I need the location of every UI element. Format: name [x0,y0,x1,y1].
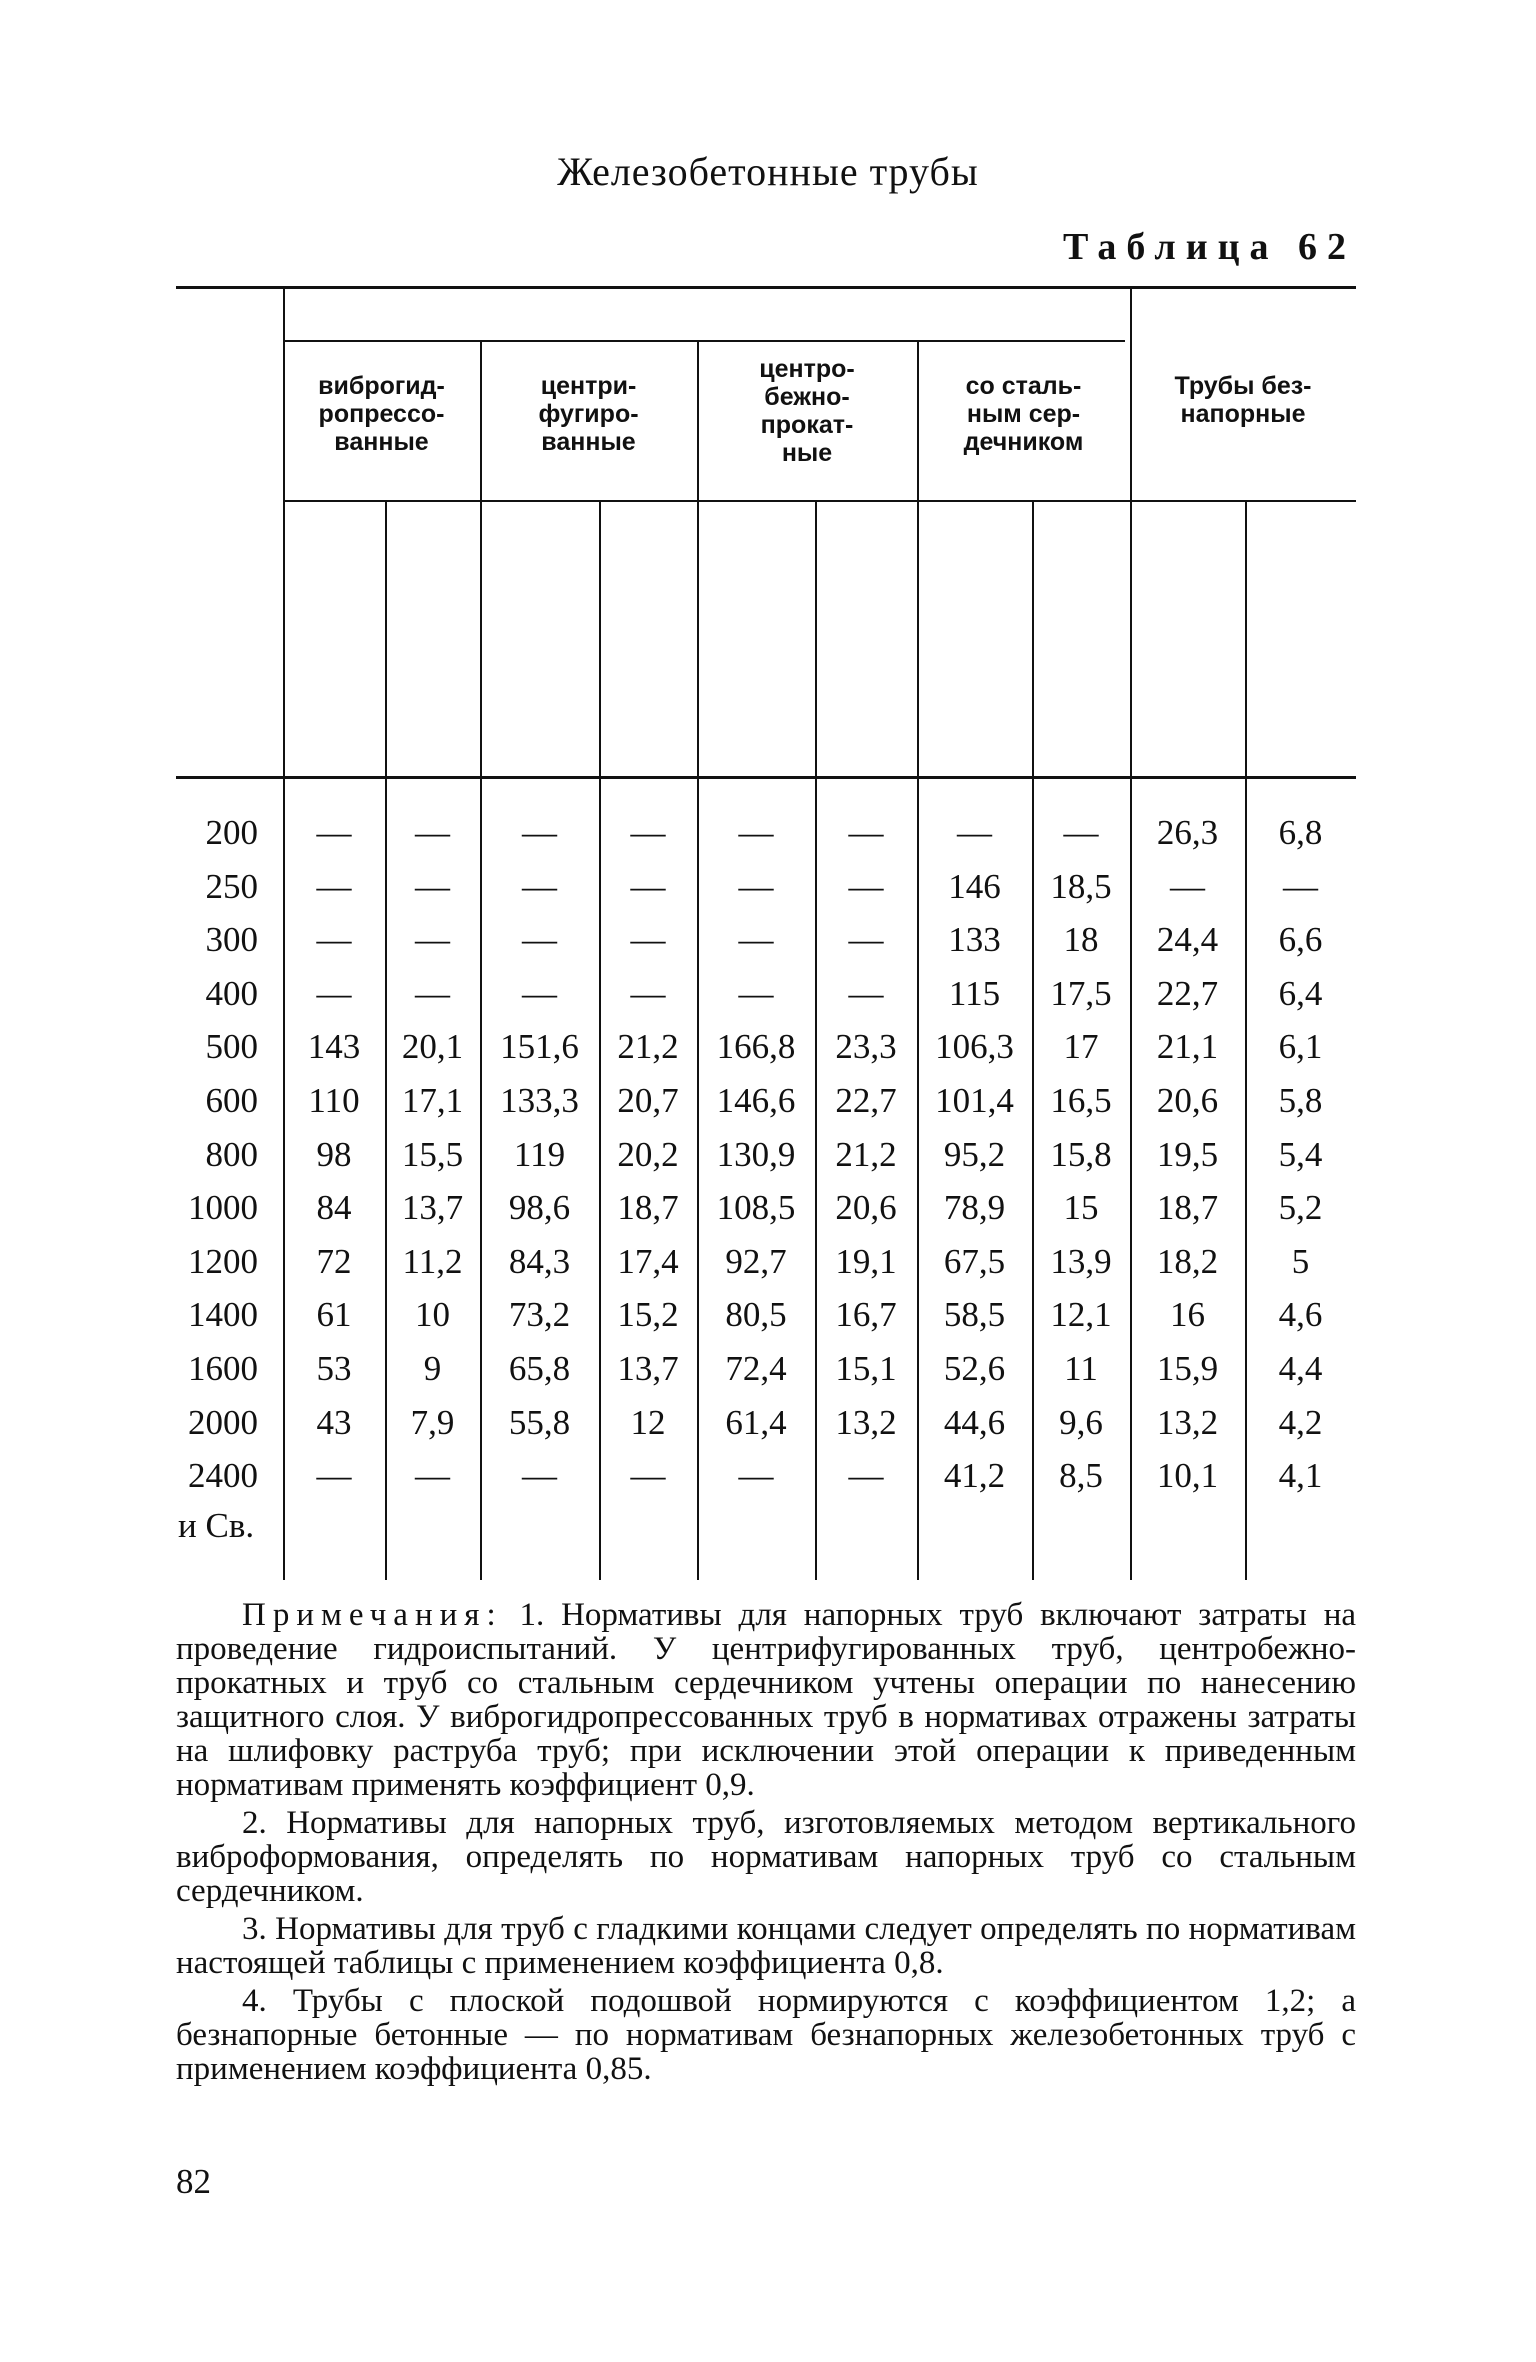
table-label: Таблица 62 [1062,226,1356,268]
table-row [0,860,1536,914]
cost-cell: 65,8 [508,1349,571,1388]
cost-cell: 106,3 [935,1027,1014,1067]
diameter-cell: 500 [205,1027,258,1067]
table-row [0,1449,1536,1546]
labor-cell: 18,5 [1050,866,1112,906]
table-row [0,1235,1536,1289]
cost-cell: — [957,813,992,852]
group-header-steel-core-line: дечником [963,428,1084,456]
table-row [0,1181,1536,1235]
cost-cell: 18,2 [1156,1241,1219,1281]
group-header-steel-core-line: ным сер- [966,400,1081,428]
labor-cell: 23,3 [835,1027,897,1067]
cost-cell: — [738,920,774,960]
cost-cell: — [738,1456,774,1496]
group-header-vibrohydropressed-line: виброгид- [318,372,445,400]
cost-cell: — [738,866,774,906]
labor-cell: 15,5 [401,1134,464,1174]
labor-cell: — [415,866,450,906]
cost-cell: — [738,973,774,1013]
group-header-rule [283,500,1356,502]
labor-cell: 21,2 [617,1027,679,1067]
group-header-centrifugal-rolled-line: центро- [759,355,855,383]
diameter-cell: 200 [205,813,258,852]
header-bottom-rule [176,776,1356,779]
cost-cell: — [316,973,352,1013]
labor-cell: — [848,866,884,906]
labor-cell: 4,2 [1278,1402,1323,1442]
diameter-cell: 600 [205,1081,258,1120]
group-header-centrifugal-rolled-line: прокат- [760,411,854,439]
cost-cell: 41,2 [943,1456,1006,1496]
cost-cell: 24,4 [1156,920,1219,960]
nonpressure-header-line: Трубы без- [1174,372,1312,400]
group-header-vibrohydropressed-line: ванные [334,428,429,456]
note-1 [176,1598,1356,1802]
labor-cell: 15,1 [835,1349,897,1388]
cost-cell: 72 [316,1241,352,1281]
group-header-centrifugal-rolled [697,355,917,467]
group-header-centrifuged-line: ванные [541,428,636,456]
labor-cell: 13,9 [1050,1241,1112,1281]
diameter-cell: 2000 [188,1402,258,1442]
labor-cell: 6,6 [1278,920,1323,960]
cost-cell: 133 [948,920,1001,960]
labor-cell: — [848,920,884,960]
labor-cell: — [848,973,884,1013]
labor-cell: 20,1 [401,1027,464,1067]
labor-cell: 19,1 [835,1241,897,1281]
table-row [0,913,1536,967]
labor-cell: — [630,813,666,852]
labor-cell: 7,9 [410,1402,455,1442]
diameter-cell: 1000 [188,1188,258,1228]
cost-cell: 10,1 [1156,1456,1219,1496]
cost-cell: 22,7 [1156,973,1219,1013]
cost-cell: 78,9 [943,1188,1006,1228]
labor-cell: — [415,1456,450,1496]
labor-cell: 13,2 [835,1402,897,1442]
notes-heading: Примечания: [242,1597,503,1633]
group-header-centrifuged-line: центри- [540,372,637,400]
labor-cell: 6,1 [1278,1027,1323,1067]
cost-cell: 92,7 [725,1241,787,1281]
cost-cell: 19,5 [1156,1134,1219,1174]
labor-cell: 4,4 [1278,1349,1323,1388]
labor-cell: — [630,866,666,906]
cost-cell: 166,8 [716,1027,796,1067]
cost-cell: — [316,866,352,906]
cost-cell: 73,2 [508,1295,571,1335]
labor-cell: 15,2 [617,1295,679,1335]
table-row [0,1020,1536,1074]
labor-cell: — [848,813,884,852]
cost-cell: 61,4 [725,1402,787,1442]
labor-cell: 5,8 [1278,1081,1323,1120]
cost-cell: 84 [316,1188,352,1228]
labor-cell: 20,2 [617,1134,679,1174]
cost-cell: 20,6 [1156,1081,1219,1120]
cost-cell: 13,2 [1156,1402,1219,1442]
cost-cell: 67,5 [943,1241,1006,1281]
labor-cell: — [630,973,666,1013]
note-3: 3. Нормативы для труб с гладкими концами следует определять по нормативам настоящей таблицы с применением коэффициента 0,8. [176,1911,1356,1981]
labor-cell: 17,5 [1050,973,1112,1013]
labor-cell: 5,2 [1278,1188,1323,1228]
labor-cell: 9,6 [1059,1402,1103,1442]
group-header-steel-core-line: со сталь- [965,372,1082,400]
labor-cell: — [415,920,450,960]
cost-cell: 58,5 [943,1295,1006,1335]
cost-cell: — [1170,866,1205,906]
table-top-rule [176,286,1356,289]
diameter-suffix: и Св. [178,1506,255,1546]
diameter-cell: 1200 [188,1241,258,1281]
group-header-centrifuged [480,372,697,456]
labor-cell: 22,7 [835,1081,897,1120]
labor-cell: 18 [1063,920,1099,960]
cost-cell: — [316,920,352,960]
cost-cell: 80,5 [725,1295,787,1335]
labor-cell: 11,2 [402,1241,463,1281]
labor-cell: 5,4 [1278,1134,1323,1174]
cost-cell: 130,9 [716,1134,796,1174]
table-row [0,1128,1536,1182]
diameter-cell: 1600 [188,1349,258,1388]
labor-cell: — [415,813,450,852]
group-header-centrifugal-rolled-line: бежно- [764,383,850,411]
table-row [0,1288,1536,1342]
page-title: Железобетонные трубы [557,149,979,194]
diameter-cell: 1400 [188,1295,258,1335]
cost-cell: 21,1 [1156,1027,1219,1067]
cost-cell: — [316,1456,352,1496]
labor-cell: 4,1 [1278,1456,1323,1496]
labor-cell: — [630,1456,666,1496]
table-row [0,1342,1536,1396]
table-row [0,1074,1536,1128]
cost-cell: 146,6 [716,1081,796,1120]
labor-cell: 4,6 [1278,1295,1323,1335]
cost-cell: 72,4 [725,1349,787,1388]
cost-cell: 98,6 [508,1188,571,1228]
cost-cell: 146 [948,866,1001,906]
labor-cell: 18,7 [617,1188,679,1228]
cost-cell: 52,6 [943,1349,1006,1388]
labor-cell: 8,5 [1059,1456,1103,1496]
labor-cell: 10 [415,1295,450,1335]
labor-cell: 20,7 [617,1081,679,1120]
cost-cell: — [522,973,557,1013]
cost-cell: 18,7 [1156,1188,1219,1228]
cost-cell: 115 [948,973,1001,1013]
cost-cell: 151,6 [500,1027,579,1067]
diameter-cell: 250 [205,866,258,906]
cost-cell: — [522,1456,557,1496]
cost-cell: 53 [316,1349,352,1388]
table-row [0,967,1536,1021]
note-4: 4. Трубы с плоской подошвой нормируются с коэффициентом 1,2; а безнапорные бетонные — по нормативам безнапорных железобетонных труб с применением коэффициента 0,85. [176,1983,1356,2087]
cost-cell: — [738,813,774,852]
cost-cell: 143 [307,1027,361,1067]
cost-cell: 95,2 [943,1134,1006,1174]
group-header-steel-core [917,372,1130,456]
cost-cell: 101,4 [935,1081,1014,1120]
labor-cell: — [1283,866,1318,906]
diameter-cell: 300 [205,920,258,960]
note-2: 2. Нормативы для напорных труб, изготовляемых методом вертикального виброформования, определять по нормативам напорных труб со стальным сердечником. [176,1805,1356,1909]
labor-cell: 21,2 [835,1134,897,1174]
labor-cell: — [848,1456,884,1496]
labor-cell: 13,7 [617,1349,679,1388]
table-row [0,806,1536,860]
diameter-cell: 800 [205,1134,258,1174]
cost-cell: 61 [316,1295,352,1335]
note-1-text: 1. Нормативы для напорных труб включают затраты на проведение гидроиспытаний. У центрифугированных труб, центробежно-прокатных и труб со стальным сердечником учтены операции по нанесению защитного слоя. У виброгидропрессованных труб в нормативах отражены затраты на шлифовку раструба труб; при исключении этой операции к приведенным нормативам применять коэффициент 0,9. [176,1597,1356,1803]
labor-cell: 17 [1063,1027,1099,1067]
cost-cell: 98 [316,1134,352,1174]
labor-cell: 6,8 [1278,813,1323,852]
nonpressure-header [1130,372,1356,428]
page-number: 82 [176,2162,211,2201]
cost-cell: 84,3 [508,1241,571,1281]
cost-cell: 108,5 [716,1188,796,1228]
labor-cell: 17,1 [401,1081,464,1120]
labor-cell: 16,5 [1050,1081,1112,1120]
labor-cell: — [630,920,666,960]
diameter-cell: 400 [205,973,258,1013]
cost-cell: — [522,813,557,852]
labor-cell: 15 [1063,1188,1099,1228]
labor-cell: 5 [1291,1241,1310,1281]
notes [176,1598,1356,2090]
cost-cell: 44,6 [943,1402,1006,1442]
labor-cell: 12 [630,1402,666,1442]
cost-cell: 55,8 [508,1402,571,1442]
nonpressure-header-line: напорные [1180,400,1306,428]
group-header-centrifugal-rolled-line: ные [781,439,833,467]
cost-cell: 16 [1170,1295,1205,1335]
cost-cell: 26,3 [1156,813,1219,852]
diameter-cell: 2400 [188,1456,258,1496]
group-header-vibrohydropressed-line: ропрессо- [318,400,445,428]
labor-cell: 6,4 [1278,973,1323,1013]
table-row [0,1396,1536,1450]
group-header-vibrohydropressed [283,372,480,456]
labor-cell: — [415,973,450,1013]
labor-cell: 16,7 [835,1295,897,1335]
cost-cell: 43 [316,1402,352,1442]
labor-cell: — [1063,813,1099,852]
cost-cell: — [316,813,352,852]
cost-cell: 110 [308,1081,360,1120]
cost-cell: 133,3 [500,1081,579,1120]
labor-cell: 17,4 [617,1241,679,1281]
labor-cell: 13,7 [401,1188,464,1228]
cost-cell: 119 [513,1134,566,1174]
labor-cell: 15,8 [1050,1134,1112,1174]
group-header-centrifuged-line: фугиро- [538,400,639,428]
labor-cell: 9 [423,1349,442,1388]
pressure-header-rule [283,340,1125,342]
cost-cell: 15,9 [1156,1349,1219,1388]
cost-cell: — [522,866,557,906]
labor-cell: 20,6 [835,1188,897,1228]
labor-cell: 11 [1064,1349,1098,1388]
cost-cell: — [522,920,557,960]
labor-cell: 12,1 [1050,1295,1112,1335]
